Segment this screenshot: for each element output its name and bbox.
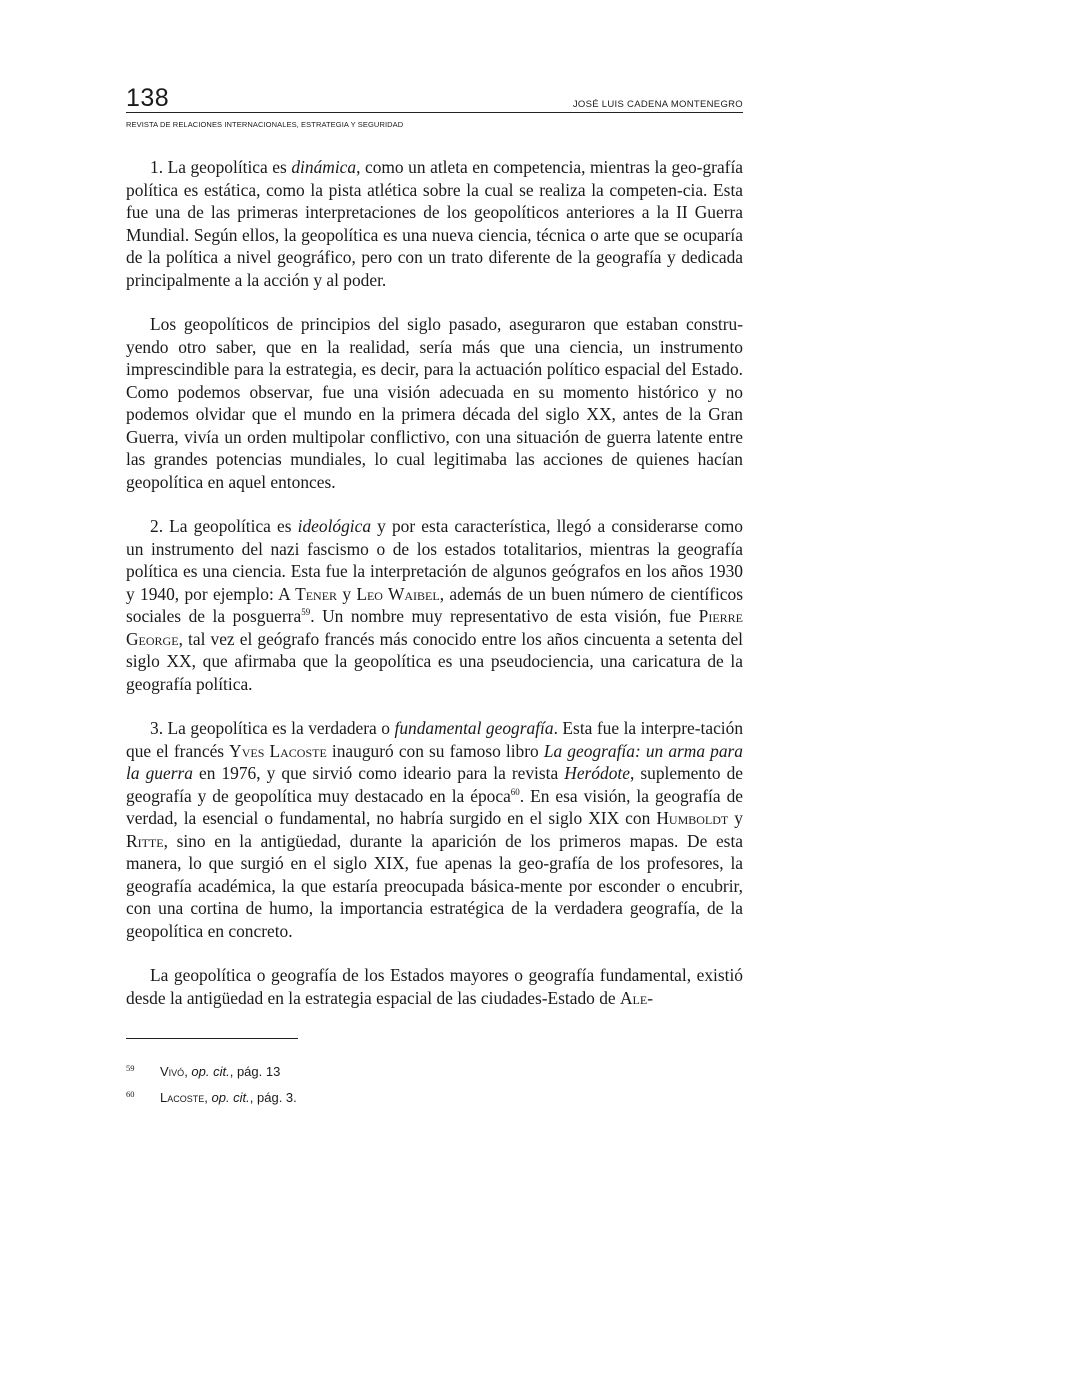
paragraph-2: Los geopolíticos de principios del siglo pasado, aseguraron que estaban constru-yendo otro saber, que en la realidad, sería más que una ciencia, un instrumento imprescindible para la estrategia, es decir, para la actuación político espacial del Estado. Como podemos observar, fue una visión adecuada en su momento histórico y no podemos olvidar que el mundo en la primera década del siglo XX, antes de la Gran Guerra, vivía un orden multipolar conflictivo, con una situación de guerra latente entre las grandes potencias mundiales, lo cual legitimaba las acciones de quienes hacían geopolítica en aquel entonces. [126, 314, 743, 492]
footnote-59 [126, 1064, 743, 1090]
footnote-ref-59: 59 [301, 607, 311, 618]
footnote-separator [126, 1038, 298, 1039]
paragraph-5: La geopolítica o geografía de los Estados mayores o geografía fundamental, existió desde la antigüedad en la estrategia espacial de las ciudades-Estado de Ale- [126, 965, 743, 1008]
page-header [126, 84, 743, 129]
paragraph-1: 1. La geopolítica es dinámica, como un atleta en competencia, mientras la geo-grafía política es estática, como la pista atlética sobre la cual se realiza la competen-cia. Esta fue una de las primeras interpretaciones de los geopolíticos anteriores a la II Guerra Mundial. Según ellos, la geopolítica es una nueva ciencia, técnica o arte que se ocuparía de la política a nivel geográfico, pero con un trato diferente de la geografía y dedicada principalmente a la acción y al poder. [126, 157, 744, 290]
journal-title: REVISTA DE RELACIONES INTERNACIONALES, ESTRATEGIA Y SEGURIDAD [126, 120, 404, 129]
footnote-number: 60 [126, 1089, 135, 1099]
footnote-number: 59 [126, 1063, 135, 1073]
header-rule [126, 112, 743, 113]
body-text [126, 156, 743, 1031]
footnote-text: Vivó, op. cit., pág. 13 [160, 1064, 281, 1079]
paragraph-4: 3. La geopolítica es la verdadera o fundamental geografía. Esta fue la interpre-tación que el francés Yves Lacoste inauguró con su famoso libro La geografía: un arma para la guerra en 1976, y que sirvió como ideario para la revista Heródote, suplemento de geografía y de geopolítica muy destacado en la época$^{60}$. En esa visión, la geografía de verdad, la esencial o fundamental, no habría surgido en el siglo XIX con Humboldt y Ritte, sino en la antigüedad, durante la aparición de los primeros mapas. De esta manera, lo que surgió en el siglo XIX, fue apenas la geo-grafía de los profesores, la geografía académica, la que estaría preocupada básica-mente por esconder o encubrir, con una cortina de humo, la importancia estratégica de la verdadera geografía, de la geopolítica en concreto. [126, 718, 744, 941]
footnote-ref-60: 60 [510, 786, 520, 797]
paragraph-3: 2. La geopolítica es ideológica y por esta característica, llegó a considerarse como un instrumento del nazi fascismo o de los estados totalitarios, mientras la geografía política es una ciencia. Esta fue la interpretación de algunos geógrafos en los años 1930 y 1940, por ejemplo: A Tener y Leo Waibel, además de un buen número de científicos sociales de la posguerra$^{59}$. Un nombre muy representativo de esta visión, fue Pierre George, tal vez el geógrafo francés más conocido entre los años cincuenta a setenta del siglo XX, que afirmaba que la geopolítica es una pseudociencia, una caricatura de la geografía política. [126, 516, 744, 694]
footnote-60 [126, 1090, 743, 1116]
footnote-text: Lacoste, op. cit., pág. 3. [160, 1090, 297, 1105]
footnotes [126, 1064, 743, 1116]
running-author: JOSÉ LUIS CADENA MONTENEGRO [572, 99, 743, 110]
page-number: 138 [126, 84, 170, 112]
